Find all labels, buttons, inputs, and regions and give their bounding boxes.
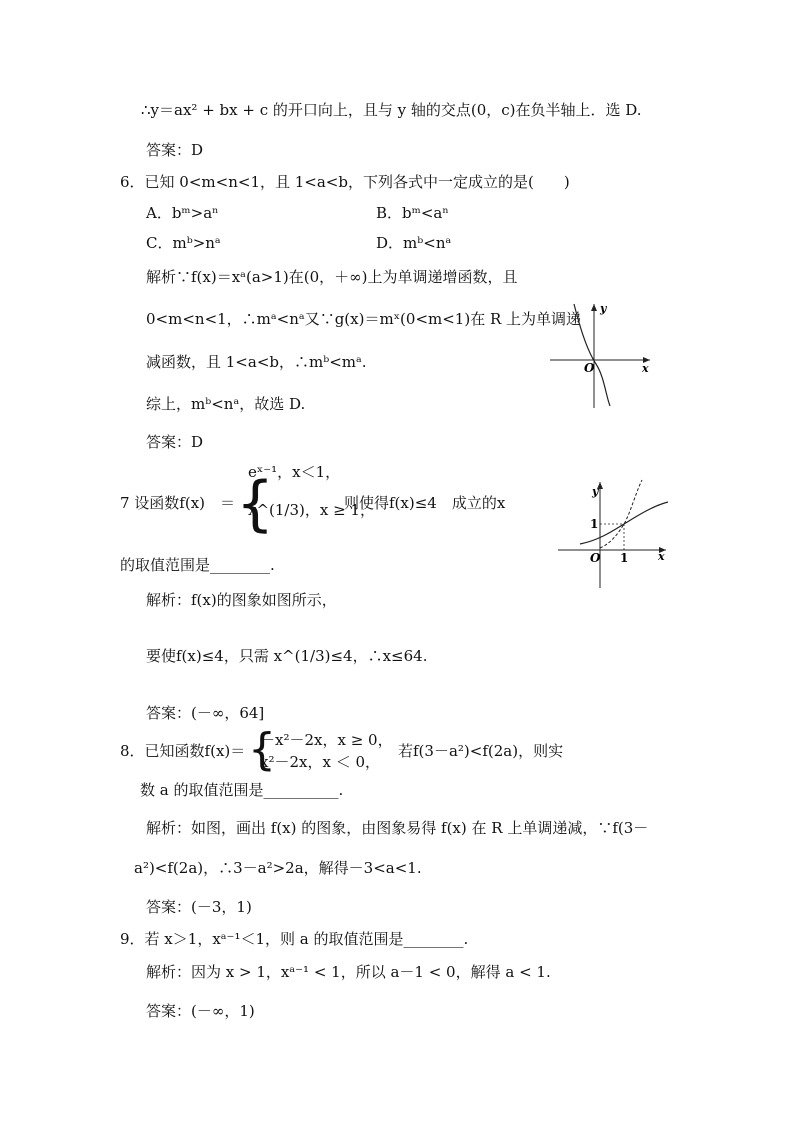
analysis-6-line3: 减函数，且 1<a<b，∴mᵇ<mᵃ. [146, 353, 367, 371]
answer-6: 答案：D [146, 433, 204, 451]
option-6c: C．mᵇ>nᵃ [146, 234, 221, 252]
question-7-lead: 7 设函数f(x) ＝ [120, 494, 236, 512]
fig1-origin-label: O [584, 361, 595, 375]
question-9: 9．若 x＞1，xᵃ⁻¹＜1，则 a 的取值范围是________. [120, 930, 469, 948]
fig2-origin-label: O [590, 551, 601, 565]
fig1-x-label: x [642, 362, 649, 375]
option-6a: A．bᵐ>aⁿ [146, 204, 219, 222]
analysis-7-line2: 要使f(x)≤4，只需 x^(1/3)≤4，∴x≤64. [146, 647, 428, 665]
question-6: 6．已知 0<m<n<1，且 1<a<b，下列各式中一定成立的是( ) [120, 173, 570, 191]
fig2-tick-x: 1 [620, 551, 629, 565]
answer-8: 答案：(－3，1) [146, 898, 252, 916]
fig1-y-label: y [600, 302, 607, 315]
answer-9: 答案：(－∞，1) [146, 1002, 255, 1020]
analysis-6-line4: 综上，mᵇ<nᵃ，故选 D. [146, 395, 306, 413]
answer-7: 答案：(－∞，64] [146, 704, 265, 722]
question-8-line2: 数 a 的取值范围是__________. [140, 781, 344, 799]
analysis-8-line2: a²)<f(2a)，∴3－a²>2a，解得－3<a<1. [134, 859, 422, 877]
option-6d: D．mᵇ<nᵃ [376, 234, 452, 252]
analysis-7-line1: 解析：f(x)的图象如图所示， [146, 591, 337, 609]
q8-case-2: x²－2x，x ＜ 0， [260, 753, 381, 771]
fig2-x-label: x [658, 550, 665, 563]
option-6b: B．bᵐ<aⁿ [376, 204, 449, 222]
q7-case-2: x^(1/3)，x ≥ 1， [248, 501, 375, 519]
answer-5: 答案：D [146, 141, 204, 159]
question-8-tail: 若f(3－a²)<f(2a)，则实 [398, 742, 564, 760]
figure-graph-q6 [546, 298, 656, 410]
analysis-6-line1: 解析∵f(x)＝xᵃ(a>1)在(0，＋∞)上为单调递增函数，且 [146, 268, 518, 286]
left-brace-8: { [248, 724, 276, 775]
solution-line-5: ∴y＝ax² + bx + c 的开口向上，且与 y 轴的交点(0，c)在负半轴上．选 D. [141, 101, 642, 119]
question-7-line2: 的取值范围是________. [120, 556, 275, 574]
figure-graph-q7 [556, 478, 672, 590]
analysis-9: 解析：因为 x > 1，xᵃ⁻¹ < 1，所以 a－1 < 0，解得 a < 1. [146, 963, 551, 981]
q8-case-1: －x²－2x，x ≥ 0， [260, 731, 393, 749]
question-7-tail: 则使得f(x)≤4 成立的x [344, 494, 506, 512]
analysis-6-line2: 0<m<n<1，∴mᵃ<nᵃ又∵g(x)＝mˣ(0<m<1)在 R 上为单调递 [146, 310, 582, 328]
left-brace-7: { [236, 469, 275, 539]
fig2-y-label: y [592, 485, 599, 498]
q7-case-1: eˣ⁻¹，x＜1， [248, 463, 341, 481]
fig2-tick-y: 1 [590, 517, 599, 531]
question-8-lead: 8．已知函数f(x)＝ [120, 742, 246, 760]
analysis-8-line1: 解析：如图，画出 f(x) 的图象，由图象易得 f(x) 在 R 上单调递减，∵f(3－ [146, 819, 649, 837]
